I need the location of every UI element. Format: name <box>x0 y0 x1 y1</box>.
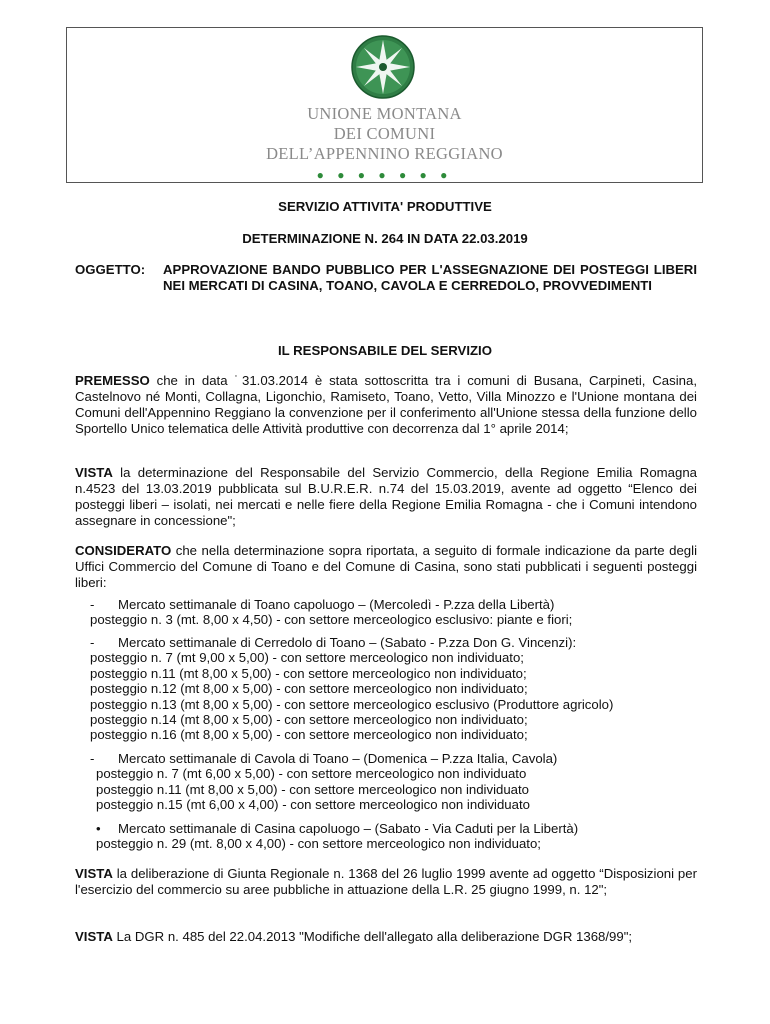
stall-line: posteggio n. 7 (mt 9,00 x 5,00) - con settore merceologico non individuato; <box>90 650 524 666</box>
org-name-line2: DEI COMUNI <box>333 124 436 143</box>
market-bullet: • <box>96 821 101 836</box>
market-block-casina <box>90 821 578 852</box>
stall-line: posteggio n.11 (mt 8,00 x 5,00) - con settore merceologico non individuato; <box>90 665 527 681</box>
determination-number: DETERMINAZIONE N. 264 IN DATA 22.03.2019 <box>242 231 528 246</box>
vista-text-1: la determinazione del Responsabile del Servizio Commercio, della Regione Emilia Romagna n.4523 del 13.03.2019 pubblicata sul B.U.R.E.R. n.74 del 15.03.2019, avente ad oggetto “Elenco dei posteggi liberi – isolati, nei mercati e nelle fiere della Regione Emilia Romagna - che i Comuni intendono assegnare in concessione"; <box>75 465 697 528</box>
premesso-label: PREMESSO <box>75 373 150 388</box>
vista-paragraph-3 <box>75 929 697 945</box>
considerato-paragraph <box>75 543 697 591</box>
vista-paragraph-1 <box>75 465 697 529</box>
decorative-dots: ● ● ● ● ● ● ● <box>316 168 453 182</box>
stall-line: posteggio n.13 (mt 8,00 x 5,00) - con settore merceologico esclusivo (Produttore agricolo) <box>90 696 614 712</box>
premesso-paragraph <box>75 373 697 437</box>
org-name-line3: DELL’APPENNINO REGGIANO <box>266 144 503 163</box>
subject-text: APPROVAZIONE BANDO PUBBLICO PER L'ASSEGNAZIONE DEI POSTEGGI LIBERI NEI MERCATI DI CASINA, TOANO, CAVOLA E CERREDOLO, PROVVEDIMENTI <box>163 262 697 293</box>
stall-line: posteggio n. 3 (mt. 8,00 x 4,50) - con settore merceologico esclusivo: piante e fiori; <box>90 612 573 628</box>
market-title: Mercato settimanale di Casina capoluogo – (Sabato - Via Caduti per la Libertà) <box>118 821 579 836</box>
vista-label-3: VISTA <box>75 929 113 944</box>
market-title: Mercato settimanale di Cavola di Toano – (Domenica – P.zza Italia, Cavola) <box>118 751 558 766</box>
stall-line: posteggio n. 29 (mt. 8,00 x 4,00) - con settore merceologico non individuato; <box>96 836 541 852</box>
vista-text-2: la deliberazione di Giunta Regionale n. 1368 del 26 luglio 1999 avente ad oggetto “Disposizioni per l'esercizio del commercio su aree pubbliche in attuazione della L.R. 25 giugno 1999, n. 12"; <box>75 866 697 897</box>
market-bullet: - <box>90 751 95 766</box>
market-title: Mercato settimanale di Toano capoluogo – (Mercoledì - P.zza della Libertà) <box>118 597 555 612</box>
market-bullet: - <box>90 635 95 650</box>
market-block-cavola <box>90 751 557 813</box>
stall-line: posteggio n.11 (mt 8,00 x 5,00) - con settore merceologico non individuato <box>96 781 529 797</box>
subject-label: OGGETTO: <box>75 262 146 277</box>
stall-line: posteggio n.15 (mt 6,00 x 4,00) - con settore merceologico non individuato <box>96 797 530 813</box>
service-title: SERVIZIO ATTIVITA' PRODUTTIVE <box>278 199 492 214</box>
market-block-toano <box>90 597 572 628</box>
vista-label-1: VISTA <box>75 465 113 480</box>
vista-label-2: VISTA <box>75 866 113 881</box>
market-title: Mercato settimanale di Cerredolo di Toano – (Sabato - P.zza Don G. Vincenzi): <box>118 635 577 650</box>
market-bullet: - <box>90 597 95 612</box>
responsible-heading: IL RESPONSABILE DEL SERVIZIO <box>278 343 492 358</box>
considerato-label: CONSIDERATO <box>75 543 172 558</box>
premesso-text: che in data ˙31.03.2014 è stata sottoscritta tra i comuni di Busana, Carpineti, Casina, Castelnovo né Monti, Collagna, Ligonchio, Ramiseto, Toano, Vetto, Villa Minozzo e l'Unione montana dei Comuni dell'Appennino Reggiano la convenzione per il conferimento all'Unione stessa della funzione dello Sportello Unico telematica delle Attività produttive con decorrenza dal 1° aprile 2014; <box>75 373 697 436</box>
vista-text-3: La DGR n. 485 del 22.04.2013 "Modifiche dell'allegato alla deliberazione DGR 1368/99"; <box>112 929 633 944</box>
stall-line: posteggio n.14 (mt 8,00 x 5,00) - con settore merceologico non individuato; <box>90 712 528 728</box>
rosette-logo-icon <box>350 34 416 100</box>
org-name-line1: UNIONE MONTANA <box>307 104 462 123</box>
vista-paragraph-2 <box>75 866 697 898</box>
stall-line: posteggio n. 7 (mt 6,00 x 5,00) - con settore merceologico non individuato <box>96 766 527 782</box>
stall-line: posteggio n.12 (mt 8,00 x 5,00) - con settore merceologico non individuato; <box>90 681 528 697</box>
subject-block <box>75 262 697 294</box>
market-block-cerredolo <box>90 635 613 743</box>
stall-line: posteggio n.16 (mt 8,00 x 5,00) - con settore merceologico non individuato; <box>90 727 528 743</box>
considerato-text: che nella determinazione sopra riportata, a seguito di formale indicazione da parte degli Uffici Commercio del Comune di Toano e del Comune di Casina, sono stati pubblicati i seguenti posteggi liberi: <box>75 543 697 590</box>
letterhead-box <box>66 27 703 183</box>
